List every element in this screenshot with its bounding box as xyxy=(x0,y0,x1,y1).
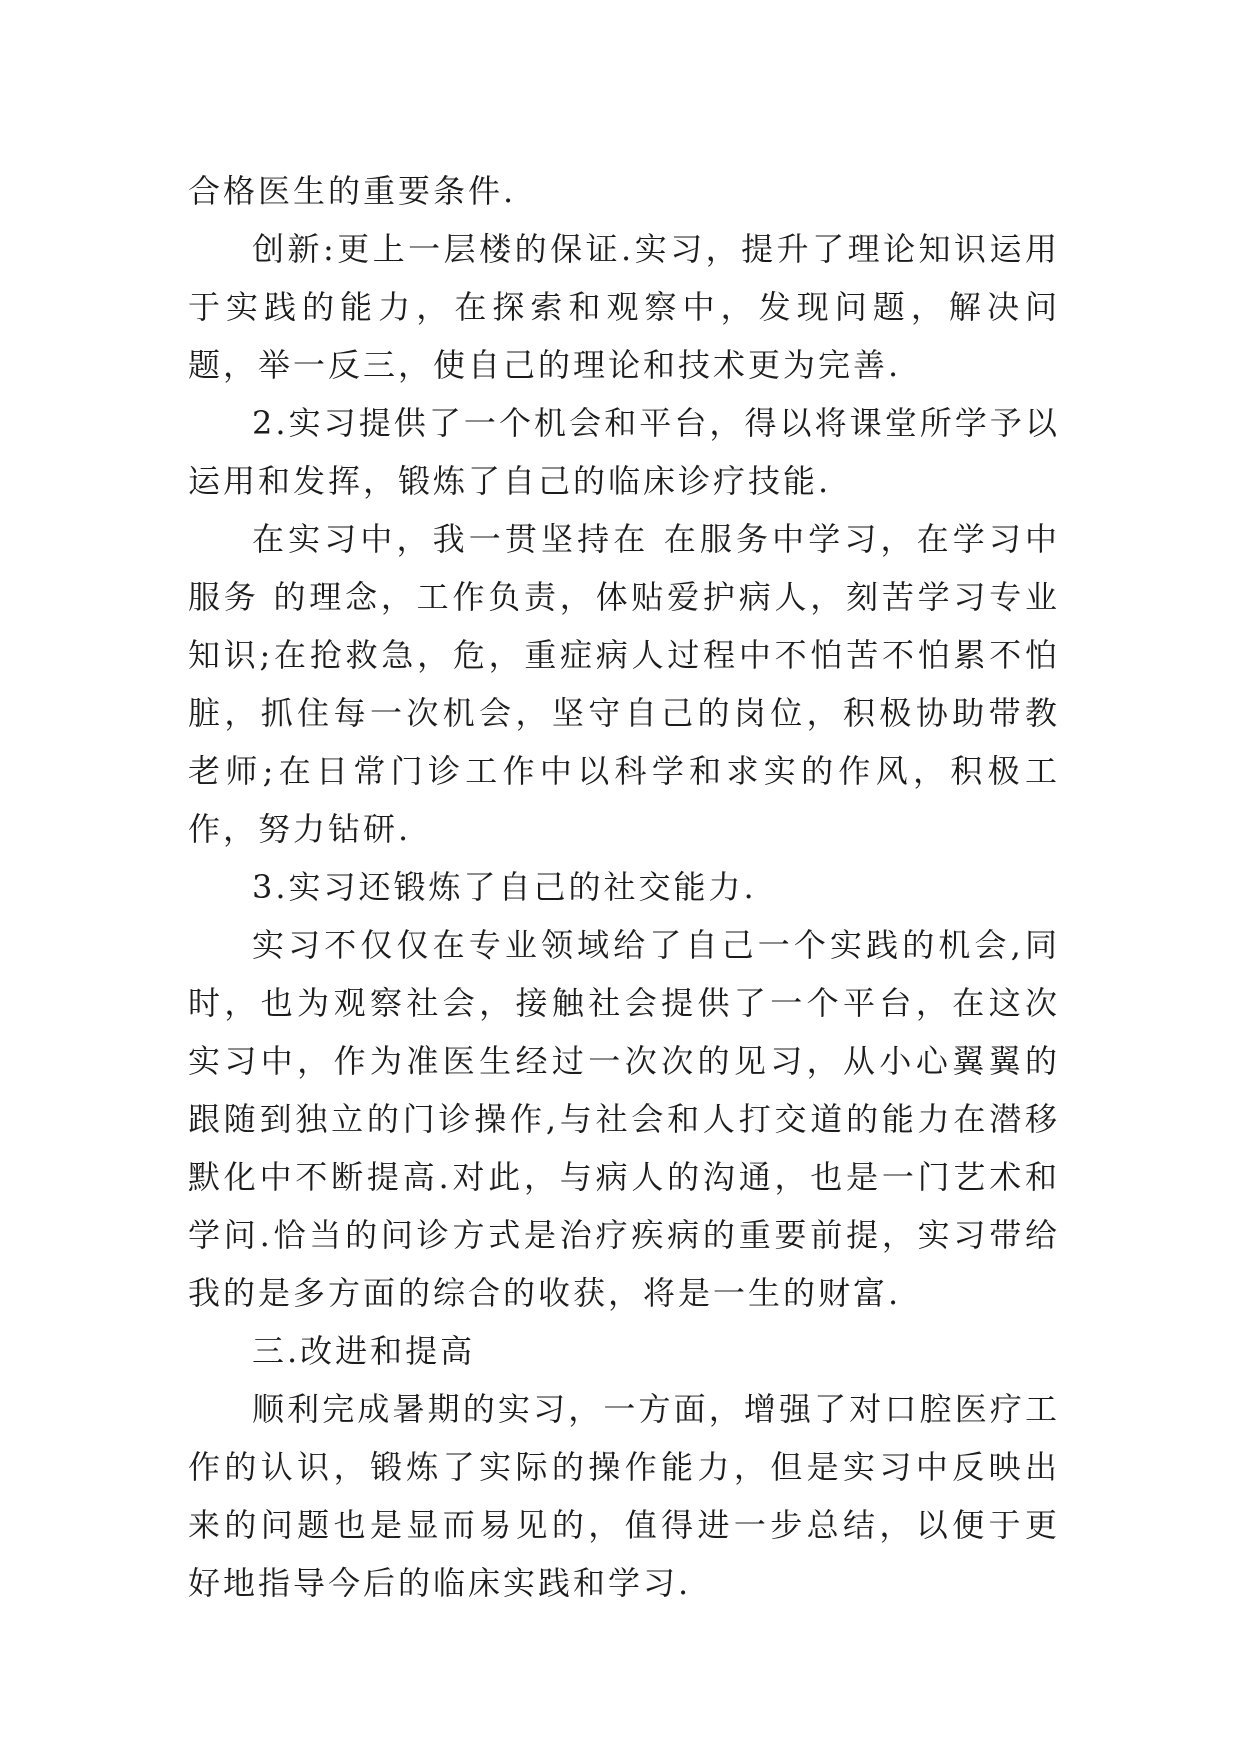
paragraph-point-3: 3.实习还锻炼了自己的社交能力. xyxy=(252,868,757,906)
paragraph-internship-service: 在实习中，我一贯坚持在 在服务中学习，在学习中服务 的理念，工作负责，体贴爱护病人，刻苦学习专业知识;在抢救急，危，重症病人过程中不怕苦不怕累不怕脏，抓住每一次机会，坚守自己的岗位，积极协助带教老师;在日常门诊工作中以科学和求实的作风，积极工作，努力钻研. xyxy=(188,520,1060,848)
document-body xyxy=(188,162,1060,1612)
paragraph-social-skills: 实习不仅仅在专业领域给了自己一个实践的机会,同时，也为观察社会，接触社会提供了一个平台，在这次实习中，作为准医生经过一次次的见习，从小心翼翼的跟随到独立的门诊操作,与社会和人打交道的能力在潜移默化中不断提高.对此，与病人的沟通，也是一门艺术和学问.恰当的问诊方式是治疗疾病的重要前提，实习带给我的是多方面的综合的收获，将是一生的财富. xyxy=(188,926,1060,1312)
paragraph-continuation: 合格医生的重要条件. xyxy=(188,172,517,210)
section-heading-improvement: 三.改进和提高 xyxy=(252,1332,476,1370)
paragraph-summer-internship: 顺利完成暑期的实习，一方面，增强了对口腔医疗工作的认识，锻炼了实际的操作能力，但是实习中反映出来的问题也是显而易见的，值得进一步总结，以便于更好地指导今后的临床实践和学习. xyxy=(188,1390,1060,1602)
paragraph-point-2: 2.实习提供了一个机会和平台，得以将课堂所学予以运用和发挥，锻炼了自己的临床诊疗技能. xyxy=(188,404,1060,500)
paragraph-innovation: 创新:更上一层楼的保证.实习，提升了理论知识运用于实践的能力，在探索和观察中，发现问题，解决问题，举一反三，使自己的理论和技术更为完善. xyxy=(188,230,1060,384)
